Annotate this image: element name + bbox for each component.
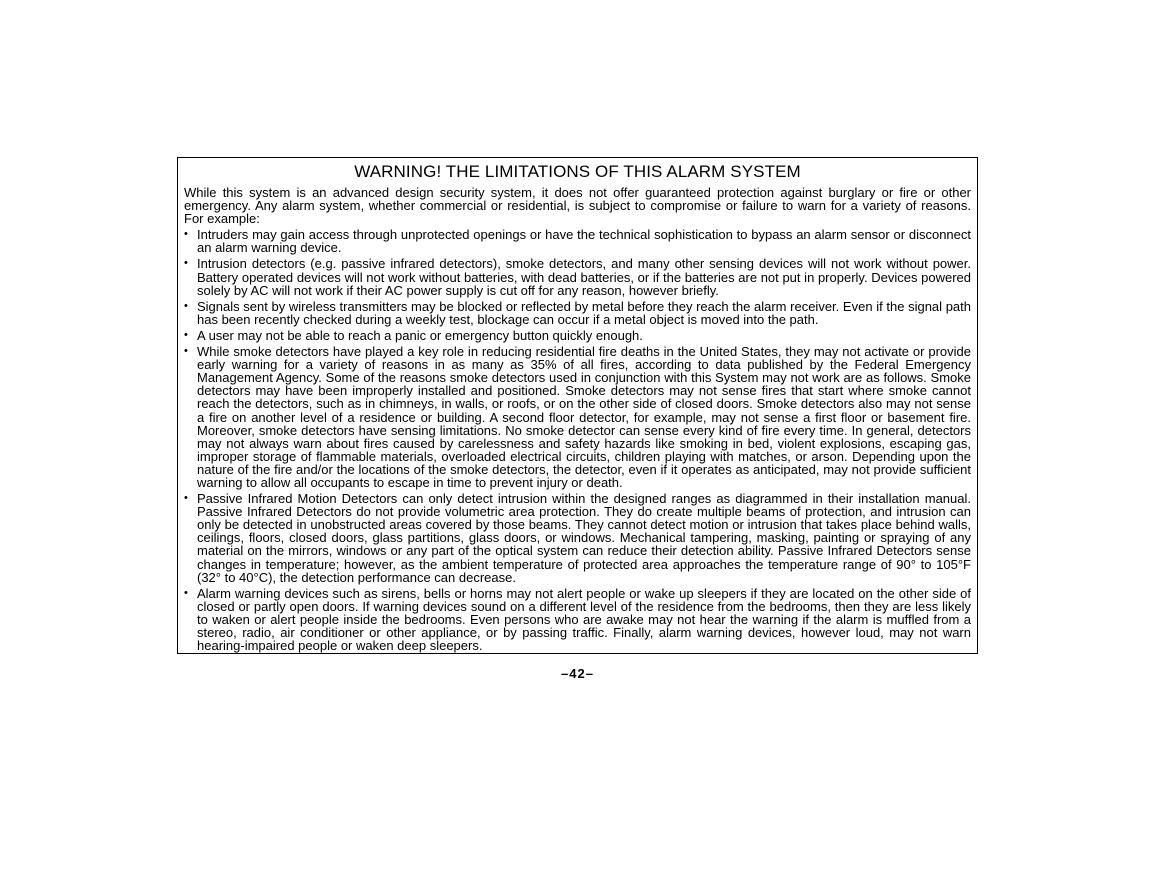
list-item-text: While smoke detectors have played a key role in reducing residential fire deaths in the United States, they may not activate or provide early warning for a variety of reasons in as many as 35% of all fires, according to data published by the Federal Emergency Management Agency. Some of the reasons smoke detectors used in conjunction with this System may not work are as follows. Smoke detectors may have been improperly installed and positioned. Smoke detectors may not sense fires that start where smoke cannot reach the detectors, such as in chimneys, in walls, or roofs, or on the other side of closed doors. Smoke detectors also may not sense a fire on another level of a residence or building. A second floor detector, for example, may not sense a first floor or basement fire. Moreover, smoke detectors have sensing limitations. No smoke detector can sense every kind of fire every time. In general, detectors may not always warn about fires caused by carelessness and safety hazards like smoking in bed, violent explosions, escaping gas, improper storage of flammable materials, overloaded electrical circuits, children playing with matches, or arson. Depending upon the nature of the fire and/or the locations of the smoke detectors, the detector, even if it operates as anticipated, may not provide sufficient warning to allow all occupants to escape in time to prevent injury or death. bbox=[197, 344, 971, 490]
bullet-icon: • bbox=[184, 299, 188, 312]
intro-paragraph: While this system is an advanced design security system, it does not offer guaranteed protection against burglary or fire or other emergency. Any alarm system, whether commercial or residential, is subject to compromise or failure to warn for a variety of reasons. For example: bbox=[184, 185, 971, 227]
list-item-text: Alarm warning devices such as sirens, bells or horns may not alert people or wake up sleepers if they are located on the other side of closed or partly open doors. If warning devices sound on a different level of the residence from the bedrooms, then they are less likely to waken or alert people inside the bedrooms. Even persons who are awake may not hear the warning if the alarm is muffled from a stereo, radio, air conditioner or other appliance, or by passing traffic. Finally, alarm warning devices, however loud, may not warn hearing-impaired people or waken deep sleepers. bbox=[197, 585, 971, 654]
list-item bbox=[184, 257, 971, 296]
list-item-text: Signals sent by wireless transmitters may be blocked or reflected by metal before they reach the alarm receiver. Even if the signal path has been recently checked during a weekly test, blockage can occur if a metal object is moved into the path. bbox=[197, 298, 971, 327]
list-item-text: Intrusion detectors (e.g. passive infrared detectors), smoke detectors, and many other sensing devices will not work without power. Battery operated devices will not work without batteries, with dead batteries, or if the batteries are not put in properly. Devices powered solely by AC will not work if their AC power supply is cut off for any reason, however briefly. bbox=[197, 256, 971, 298]
list-item-text: A user may not be able to reach a panic or emergency button quickly enough. bbox=[197, 327, 643, 343]
list-item bbox=[184, 492, 971, 584]
page-number: –42– bbox=[561, 666, 594, 681]
list-item bbox=[184, 300, 971, 326]
list-item bbox=[184, 329, 971, 342]
warning-title: WARNING! THE LIMITATIONS OF THIS ALARM SYSTEM bbox=[354, 162, 801, 181]
bullet-icon: • bbox=[184, 257, 188, 270]
bullet-icon: • bbox=[184, 345, 188, 358]
list-item bbox=[184, 345, 971, 489]
bullet-icon: • bbox=[184, 328, 188, 341]
list-item-text: Intruders may gain access through unprotected openings or have the technical sophistication to bypass an alarm sensor or disconnect an alarm warning device. bbox=[197, 227, 971, 256]
bullet-icon: • bbox=[184, 492, 188, 505]
list-item bbox=[184, 228, 971, 254]
warning-box bbox=[177, 157, 978, 654]
limitations-list bbox=[184, 228, 971, 652]
list-item-text: Passive Infrared Motion Detectors can only detect intrusion within the designed ranges as diagrammed in their installation manual. Passive Infrared Detectors do not provide volumetric area protection. They do create multiple beams of protection, and intrusion can only be detected in unobstructed areas covered by those beams. They cannot detect motion or intrusion that takes place behind walls, ceilings, floors, closed doors, glass partitions, glass doors, or windows. Mechanical tampering, masking, painting or spraying of any material on the mirrors, windows or any part of the optical system can reduce their detection ability. Passive Infrared Detectors sense changes in temperature; however, as the ambient temperature of protected area approaches the temperature range of 90° to 105°F (32° to 40°C), the detection performance can decrease. bbox=[197, 491, 971, 585]
bullet-icon: • bbox=[184, 228, 188, 241]
list-item bbox=[184, 587, 971, 652]
bullet-icon: • bbox=[184, 586, 188, 599]
